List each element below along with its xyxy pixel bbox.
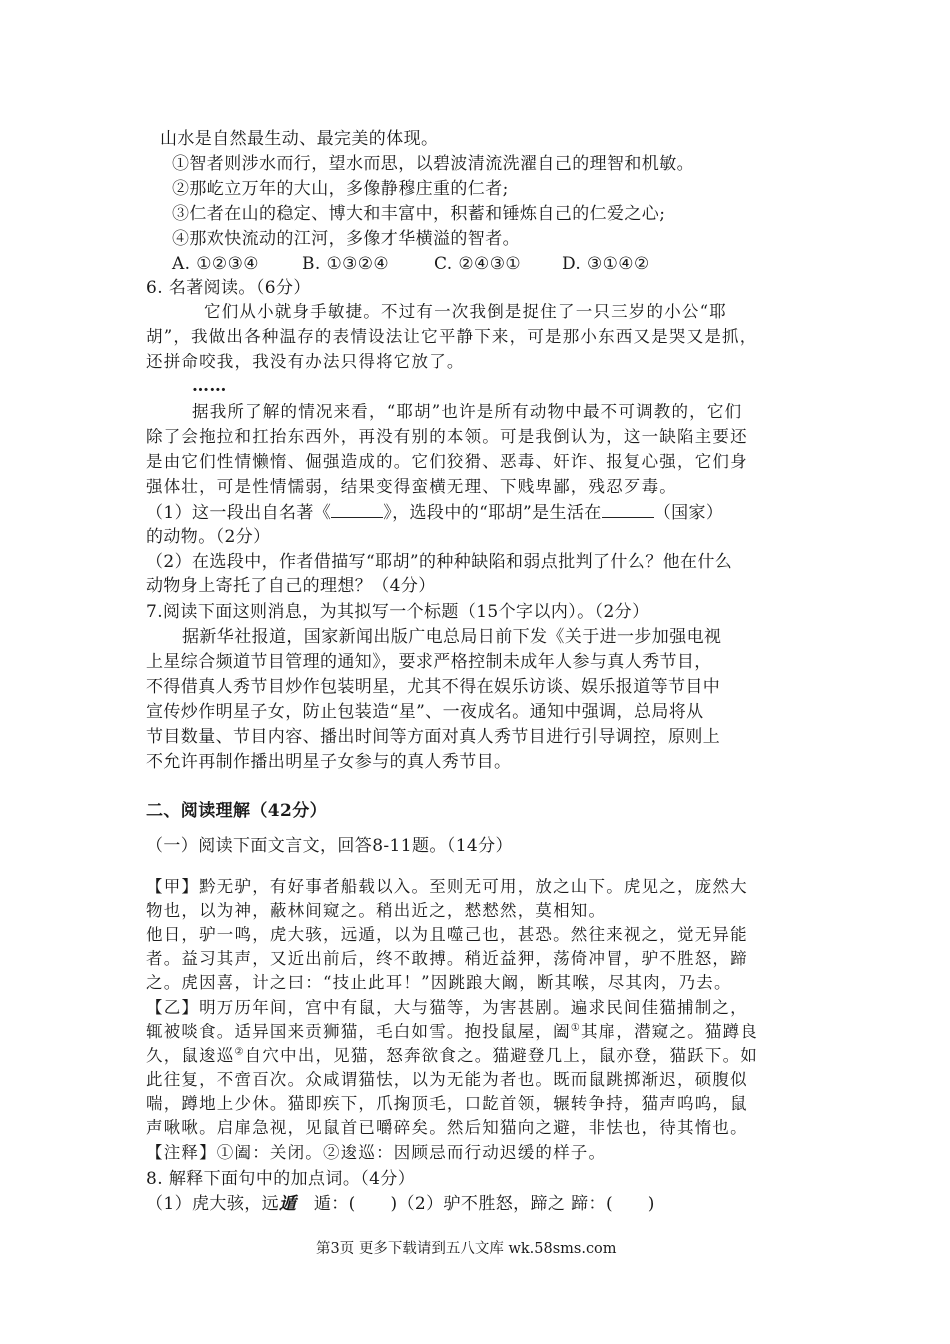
classical-jia-line: 之。虎因喜，计之曰：“技止此耳！”因跳踉大阚，断其喉，尽其肉，乃去。	[146, 973, 732, 992]
q6-passage2-line: 除了会拖拉和扛抬东西外，再没有别的本领。可是我倒认为，这一缺陷主要还	[146, 427, 748, 446]
q5-option-a: A. ①②③④	[172, 254, 259, 274]
q6-passage2-line: 是由它们性情懒惰、倔强造成的。它们狡猾、恶毒、奸诈、报复心强，它们身	[146, 452, 748, 471]
q7-passage-line: 上星综合频道节目管理的通知》，要求严格控制未成年人参与真人秀节目，	[146, 652, 712, 672]
q6-sub2-line: （2）在选段中，作者借描写“耶胡”的种种缺陷和弱点批判了什么？他在什么	[146, 552, 733, 572]
q6-sub1-text-b: 》，选段中的“耶胡”是生活在	[383, 503, 602, 523]
classical-yi-line: 喘，蹲地上少休。猫即疾下，爪掬顶毛，口龁首领，辗转争持，猫声呜呜，鼠	[146, 1094, 748, 1113]
section2-sub-heading: （一）阅读下面文言文，回答8-11题。（14分）	[146, 836, 513, 856]
section2-heading: 二、阅读理解（42分）	[146, 801, 328, 821]
q8-heading: 8. 解释下面句中的加点词。（4分）	[146, 1169, 416, 1189]
q6-passage2-line: 强体壮，可是性情懦弱，结果变得蛮横无理、下贱卑鄙，残忍歹毒。	[146, 477, 677, 496]
classical-yi-text: 辄被啖食。适异国来贡狮猫，毛白如雪。抱投鼠屋，阖	[146, 1022, 571, 1041]
q8-dotted-word: 遁	[279, 1194, 297, 1214]
classical-yi-line: 【乙】明万历年间，宫中有鼠，大与猫等，为害甚剧。遍求民间佳猫捕制之，	[146, 998, 748, 1017]
classical-yi-text: 自穴中出，见猫，怒奔欲食之。猫避登几上，鼠亦登，猫跃下。如	[244, 1046, 758, 1065]
classical-jia-line: 者。益习其声，又近出前后，终不敢搏。稍近益狎，荡倚冲冒，驴不胜怒，蹄	[146, 949, 748, 968]
classical-yi-line: 声啾啾。启扉急视，见鼠首已嚼碎矣。然后知猫向之避，非怯也，待其惰也。	[146, 1118, 748, 1137]
q7-passage-line: 不得借真人秀节目炒作包装明星，尤其不得在娱乐访谈、娱乐报道等节目中	[146, 677, 721, 697]
q5-option-c: C. ②④③①	[434, 254, 521, 274]
q5-item-4: ④那欢快流动的江河，多像才华横溢的智者。	[172, 229, 520, 249]
q5-item-3: ③仁者在山的稳定、博大和丰富中，积蓄和锤炼自己的仁爱之心;	[172, 204, 666, 224]
classical-jia-line: 【甲】黔无驴，有好事者船载以入。至则无可用，放之山下。虎见之，庞然大	[146, 877, 748, 896]
page-footer: 第3页 更多下载请到五八文库 wk.58sms.com	[316, 1241, 617, 1257]
q6-sub1-text-a: （1）这一段出自名著《	[146, 503, 332, 523]
classical-jia-line: 他日，驴一鸣，虎大骇，远遁，以为且噬己也，甚恐。然往来视之，觉无异能	[146, 925, 748, 944]
q6-passage2-line: 据我所了解的情况来看，“耶胡”也许是所有动物中最不可调教的，它们	[192, 402, 743, 421]
classical-yi-text: 久，鼠逡巡	[146, 1046, 235, 1065]
footnote-mark-1: ①	[570, 1022, 581, 1034]
book-title-blank[interactable]	[331, 501, 383, 518]
q6-passage1-line: 胡”，我做出各种温存的表情设法让它平静下来，可是那小东西又是哭又是抓，	[146, 327, 758, 346]
q7-passage-line: 宣传炒作明星子女，防止包装造“星”、一夜成名。通知中强调，总局将从	[146, 702, 704, 722]
q8-line	[146, 1193, 655, 1215]
q6-sub1-text-c: （国家）	[653, 503, 724, 523]
q5-item-1: ①智者则涉水而行，望水而思，以碧波清流洗濯自己的理智和机敏。	[172, 154, 694, 174]
q5-intro: 山水是自然最生动、最完美的体现。	[160, 129, 439, 149]
classical-yi-line	[146, 1045, 758, 1067]
classical-note: 【注释】①阖：关闭。②逡巡：因顾忌而行动迟缓的样子。	[146, 1143, 607, 1162]
q6-ellipsis: ……	[192, 376, 227, 396]
q7-passage-line: 不允许再制作播出明星子女参与的真人秀节目。	[146, 752, 512, 772]
q6-sub1	[146, 501, 723, 524]
q7-heading: 7.阅读下面这则消息，为其拟写一个标题（15个字以内）。（2分）	[146, 602, 650, 622]
footnote-mark-2: ②	[234, 1046, 245, 1058]
classical-yi-text: 其扉，潜窥之。猫蹲良	[580, 1022, 758, 1041]
q8-text-c: 遁：( )（2）驴不胜怒，蹄之 蹄：( )	[296, 1194, 655, 1214]
q5-option-b: B. ①③②④	[302, 254, 390, 274]
q5-options	[172, 253, 650, 275]
q6-heading: 6. 名著阅读。（6分）	[146, 278, 311, 298]
q5-option-d: D. ③①④②	[562, 254, 650, 274]
country-blank[interactable]	[602, 501, 654, 518]
q6-sub2-line: 动物身上寄托了自己的理想？（4分）	[146, 576, 436, 596]
classical-yi-line	[146, 1021, 758, 1043]
q6-sub1-cont: 的动物。（2分）	[146, 527, 271, 547]
classical-yi-line: 此往复，不啻百次。众咸谓猫怯，以为无能为者也。既而鼠跳掷渐迟，硕腹似	[146, 1070, 748, 1089]
classical-jia-line: 物也，以为神，蔽林间窥之。稍出近之，慭慭然，莫相知。	[146, 901, 607, 920]
q8-text-a: （1）虎大骇，远	[146, 1194, 280, 1214]
q7-passage-line: 据新华社报道，国家新闻出版广电总局日前下发《关于进一步加强电视	[182, 627, 722, 647]
q6-passage1-line: 它们从小就身手敏捷。不过有一次我倒是捉住了一只三岁的小公“耶	[204, 302, 727, 321]
q5-item-2: ②那屹立万年的大山，多像静穆庄重的仁者;	[172, 179, 509, 199]
q6-passage1-line: 还拼命咬我，我没有办法只得将它放了。	[146, 352, 465, 371]
q7-passage-line: 节目数量、节目内容、播出时间等方面对真人秀节目进行引导调控，原则上	[146, 727, 721, 747]
